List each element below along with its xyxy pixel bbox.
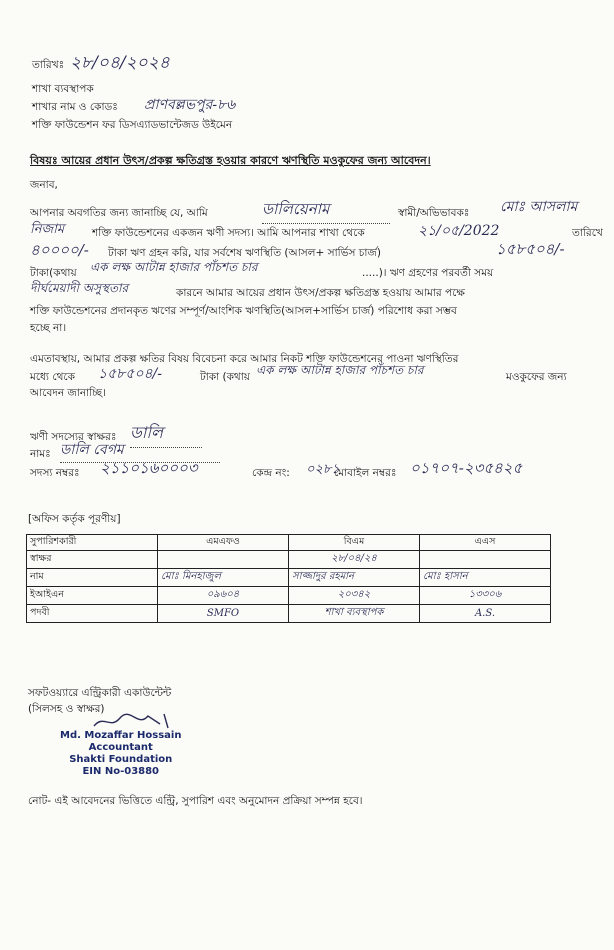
- p1-c: শক্তি ফাউন্ডেশনের একজন ঋণী সদস্য। আমি আপনার শাখা থেকে: [92, 227, 365, 239]
- balance-hw: ১৫৮৫০৪/-: [496, 240, 565, 258]
- cell: A.S.: [420, 605, 551, 623]
- p1-e: টাকা ঋণ গ্রহন করি, যার সর্বশেষ ঋণস্থিতি (আসল+ সার্ভিস চার্জ): [108, 247, 381, 259]
- center-value: ০২৮১: [306, 462, 340, 477]
- cell: ২০৩৪২: [289, 587, 420, 605]
- p1-f: টাকা(কথায়: [30, 267, 77, 279]
- table-row: [27, 587, 551, 605]
- balance-words-hw: এক লক্ষ আটান্ন হাজার পাঁচশত চার: [90, 260, 258, 274]
- guardian-hw: মোঃ আসলাম: [500, 199, 578, 215]
- header-cell: এমএফও: [158, 535, 289, 551]
- row-label: পদবী: [27, 605, 158, 623]
- row-label: স্বাক্ষর: [27, 551, 158, 569]
- branch-label: শাখার নাম ও কোডঃ: [32, 101, 118, 113]
- table-header-row: [27, 535, 551, 551]
- p2-d: মওকুফের জন্য: [506, 371, 567, 383]
- note: নোট- এই আবেদনের ভিত্তিতে এন্ট্রি, সুপারিশ এবং অনুমোদন প্রক্রিয়া সম্পন্ন হবে।: [28, 795, 363, 807]
- date-label: তারিখঃ: [32, 59, 65, 71]
- seal-label: (সিলসহ ও স্বাক্ষর): [28, 703, 105, 715]
- subject: বিষয়ঃ আয়ের প্রধান উৎস/প্রকল্প ক্ষতিগ্রস্ত হওয়ার কারণে ঋণস্থিতি মওকুফের জন্য আবেদন।: [30, 154, 431, 167]
- recommendation-table: [26, 534, 551, 623]
- stamp-ein: EIN No-03880: [82, 766, 160, 777]
- member-number-value: ২১১০১৬০০০৩: [100, 459, 198, 477]
- mobile-label: মোবাইল নম্বরঃ: [334, 467, 397, 479]
- cell: মোঃ হাসান: [420, 569, 551, 587]
- accountant-signature: [90, 710, 180, 732]
- mobile-value: ০১৭০৭-২৩৫৪২৫: [410, 459, 523, 477]
- cell: ১৩৩০৬: [420, 587, 551, 605]
- p1-i: শক্তি ফাউন্ডেশনের প্রদানকৃত ঋণের সম্পূর্ণ/আংশিক ঋণস্থিতি(আসল+সার্ভিস চার্জ) পরিশোধ করা সম্ভব: [30, 305, 457, 317]
- cell: ২৮/০৪/২৪: [289, 551, 420, 569]
- member-name-label: নামঃ: [30, 448, 51, 460]
- waive-words-hw: এক লক্ষ আটান্ন হাজার পাঁচশত চার: [256, 363, 424, 377]
- table-row: [27, 605, 551, 623]
- loan-amount-hw: ৪০০০০/-: [30, 241, 89, 259]
- salutation: জনাব,: [30, 179, 58, 191]
- row-label: ইআইএন: [27, 587, 158, 605]
- accountant-stamp: [60, 730, 181, 778]
- stamp-org: Shakti Foundation: [69, 754, 173, 765]
- p1-b: স্বামী/অভিভাবকঃ: [398, 207, 470, 219]
- center-label: কেন্দ্র নং:: [252, 467, 290, 479]
- org-line: শক্তি ফাউন্ডেশন ফর ডিসএ্যাডভান্টেজড উইমেন: [32, 119, 233, 131]
- guardian-cont-hw: নিজাম: [30, 222, 65, 237]
- member-number-label: সদস্য নম্বরঃ: [30, 467, 80, 479]
- date-value: ২৮/০৪/২০২৪: [70, 53, 170, 73]
- stamp-name: Md. Mozaffar Hossain: [60, 730, 182, 741]
- header-cell: বিএম: [289, 535, 420, 551]
- waive-amount-hw: ১৫৮৫০৪/-: [98, 366, 162, 382]
- p2-a: এমতাবস্থায়, আমার প্রকল্প ক্ষতির বিষয় বিবেচনা করে আমার নিকট শক্তি ফাউন্ডেশনের পাওনা ঋণস্থিতির: [30, 353, 459, 365]
- reason-hw: দীর্ঘমেয়াদী অসুস্থতার: [30, 281, 129, 295]
- p1-h: কারনে আমার আয়ের প্রধান উৎস/প্রকল্প ক্ষতিগ্রস্ত হওয়ায় আমার পক্ষে: [176, 287, 465, 299]
- member-sign-label: ঋণী সদস্যের স্বাক্ষরঃ: [30, 431, 117, 443]
- table-row: [27, 551, 551, 569]
- cell: মোঃ মিনহাজুল: [158, 569, 289, 587]
- p1-d: তারিখে: [572, 227, 603, 239]
- cell: SMFO: [158, 605, 289, 623]
- cell: শাখা ব্যবস্থাপক: [289, 605, 420, 623]
- branch-value: প্রাণবল্লভপুর-৮৬: [144, 97, 236, 113]
- cell: ০৯৬০৪: [158, 587, 289, 605]
- entry-label: সফটওয়্যারে এন্ট্রিকারী একাউন্টেন্ট: [28, 687, 172, 699]
- row-label: নাম: [27, 569, 158, 587]
- p2-e: আবেদন জানাচ্ছি।: [30, 387, 106, 399]
- table-row: [27, 569, 551, 587]
- cell: [420, 551, 551, 569]
- office-title: [অফিস কর্তৃক পূরণীয়]: [28, 513, 121, 525]
- manager-line: শাখা ব্যবস্থাপক: [32, 83, 94, 95]
- p1-g: .....)। ঋণ গ্রহণের পরবর্তী সময়: [362, 267, 494, 279]
- header-cell: সুপারিশকারী: [27, 535, 158, 551]
- cell: সাজ্জাদুর রহমান: [289, 569, 420, 587]
- cell: [158, 551, 289, 569]
- p1-a: আপনার অবগতির জন্য জানাচ্ছি যে, আমি: [30, 207, 208, 219]
- p2-b: মধ্যে থেকে: [30, 371, 75, 383]
- loan-date-hw: ২১/০৫/2022: [418, 223, 500, 239]
- p1-j: হচ্ছে না।: [30, 322, 67, 334]
- member-signature: ডালি: [130, 420, 202, 448]
- p2-c: টাকা (কথায়: [200, 371, 250, 383]
- stamp-role: Accountant: [88, 742, 153, 753]
- member-name-value: ডালি বেগম: [60, 438, 220, 463]
- header-cell: এএস: [420, 535, 551, 551]
- member-name-hw: ডালিয়েনাম: [262, 198, 390, 224]
